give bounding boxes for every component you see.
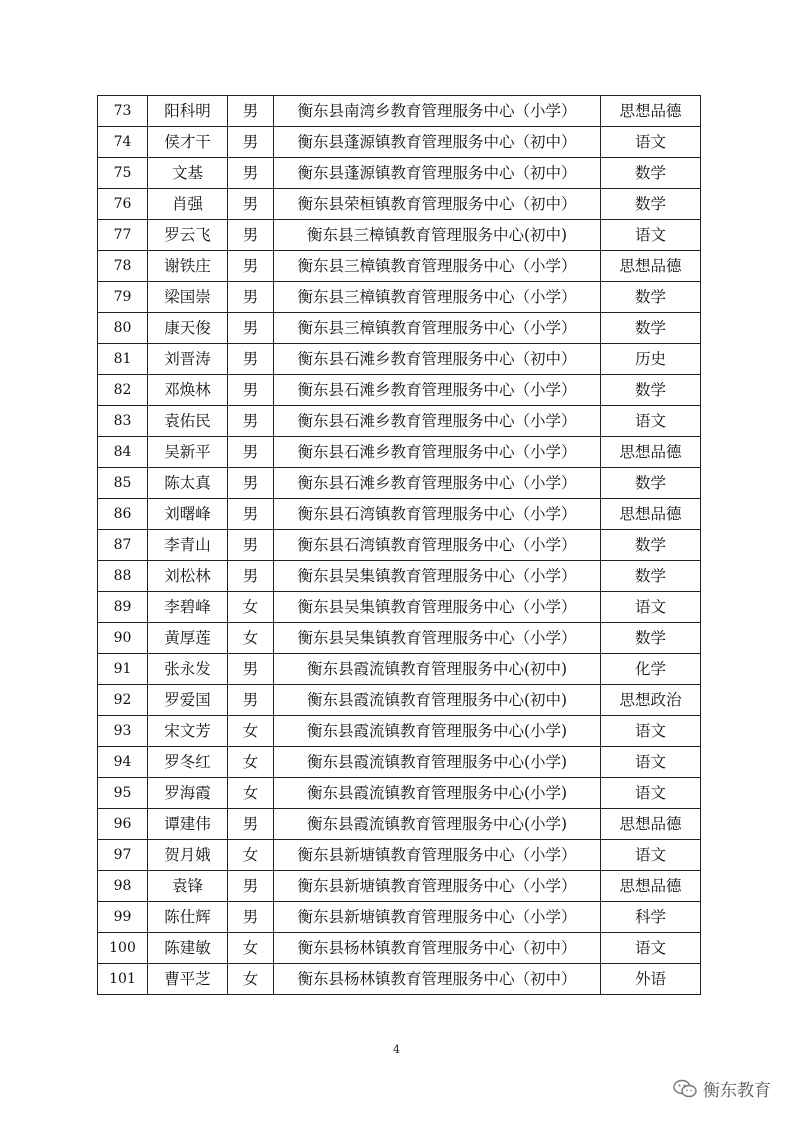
work-unit-cell: 衡东县霞流镇教育管理服务中心(初中) — [274, 654, 601, 685]
work-unit-cell: 衡东县新塘镇教育管理服务中心（小学） — [274, 871, 601, 902]
teacher-name-cell: 陈建敏 — [148, 933, 228, 964]
table-row — [98, 592, 701, 623]
subject-cell: 数学 — [601, 530, 701, 561]
subject-cell: 思想品德 — [601, 871, 701, 902]
teacher-name-cell: 文基 — [148, 158, 228, 189]
subject-cell: 思想品德 — [601, 499, 701, 530]
gender-cell: 男 — [228, 96, 274, 127]
work-unit-cell: 衡东县蓬源镇教育管理服务中心（初中） — [274, 158, 601, 189]
table-row — [98, 313, 701, 344]
work-unit-cell: 衡东县三樟镇教育管理服务中心（小学） — [274, 251, 601, 282]
roster-table — [97, 95, 701, 995]
table-row — [98, 375, 701, 406]
wechat-bubble-icon — [673, 1079, 697, 1099]
gender-cell: 女 — [228, 592, 274, 623]
table-row — [98, 468, 701, 499]
work-unit-cell: 衡东县荣桓镇教育管理服务中心（初中） — [274, 189, 601, 220]
teacher-name-cell: 邓焕林 — [148, 375, 228, 406]
work-unit-cell: 衡东县三樟镇教育管理服务中心(初中) — [274, 220, 601, 251]
work-unit-cell: 衡东县吴集镇教育管理服务中心（小学） — [274, 592, 601, 623]
gender-cell: 男 — [228, 220, 274, 251]
teacher-name-cell: 贺月娥 — [148, 840, 228, 871]
work-unit-cell: 衡东县霞流镇教育管理服务中心(初中) — [274, 685, 601, 716]
gender-cell: 男 — [228, 530, 274, 561]
gender-cell: 女 — [228, 747, 274, 778]
teacher-name-cell: 袁佑民 — [148, 406, 228, 437]
work-unit-cell: 衡东县石滩乡教育管理服务中心（初中） — [274, 344, 601, 375]
table-row — [98, 902, 701, 933]
row-number-cell: 92 — [98, 685, 148, 716]
subject-cell: 化学 — [601, 654, 701, 685]
row-number-cell: 73 — [98, 96, 148, 127]
row-number-cell: 100 — [98, 933, 148, 964]
gender-cell: 男 — [228, 871, 274, 902]
subject-cell: 科学 — [601, 902, 701, 933]
table-row — [98, 685, 701, 716]
teacher-name-cell: 宋文芳 — [148, 716, 228, 747]
row-number-cell: 98 — [98, 871, 148, 902]
work-unit-cell: 衡东县霞流镇教育管理服务中心(小学) — [274, 716, 601, 747]
subject-cell: 数学 — [601, 158, 701, 189]
work-unit-cell: 衡东县石滩乡教育管理服务中心（小学） — [274, 375, 601, 406]
brand-label: 衡东教育 — [703, 1081, 771, 1101]
subject-cell: 数学 — [601, 189, 701, 220]
row-number-cell: 75 — [98, 158, 148, 189]
teacher-name-cell: 罗海霞 — [148, 778, 228, 809]
gender-cell: 男 — [228, 251, 274, 282]
row-number-cell: 82 — [98, 375, 148, 406]
gender-cell: 男 — [228, 561, 274, 592]
table-row — [98, 809, 701, 840]
work-unit-cell: 衡东县石湾镇教育管理服务中心（小学） — [274, 499, 601, 530]
subject-cell: 思想品德 — [601, 437, 701, 468]
row-number-cell: 97 — [98, 840, 148, 871]
gender-cell: 男 — [228, 468, 274, 499]
gender-cell: 男 — [228, 158, 274, 189]
teacher-name-cell: 梁国崇 — [148, 282, 228, 313]
row-number-cell: 79 — [98, 282, 148, 313]
teacher-name-cell: 刘晋涛 — [148, 344, 228, 375]
teacher-name-cell: 侯才干 — [148, 127, 228, 158]
table-row — [98, 747, 701, 778]
gender-cell: 男 — [228, 809, 274, 840]
table-row — [98, 251, 701, 282]
subject-cell: 数学 — [601, 561, 701, 592]
work-unit-cell: 衡东县三樟镇教育管理服务中心（小学） — [274, 313, 601, 344]
teacher-name-cell: 阳科明 — [148, 96, 228, 127]
gender-cell: 男 — [228, 406, 274, 437]
teacher-name-cell: 罗冬红 — [148, 747, 228, 778]
work-unit-cell: 衡东县石滩乡教育管理服务中心（小学） — [274, 437, 601, 468]
row-number-cell: 85 — [98, 468, 148, 499]
gender-cell: 男 — [228, 437, 274, 468]
page-number: 4 — [393, 1043, 400, 1056]
teacher-name-cell: 曹平芝 — [148, 964, 228, 995]
gender-cell: 男 — [228, 344, 274, 375]
teacher-name-cell: 罗云飞 — [148, 220, 228, 251]
subject-cell: 语文 — [601, 840, 701, 871]
table-row — [98, 778, 701, 809]
gender-cell: 女 — [228, 778, 274, 809]
row-number-cell: 89 — [98, 592, 148, 623]
subject-cell: 数学 — [601, 375, 701, 406]
work-unit-cell: 衡东县霞流镇教育管理服务中心(小学) — [274, 747, 601, 778]
row-number-cell: 99 — [98, 902, 148, 933]
subject-cell: 思想政治 — [601, 685, 701, 716]
teacher-name-cell: 谢铁庄 — [148, 251, 228, 282]
table-row — [98, 530, 701, 561]
teacher-name-cell: 李碧峰 — [148, 592, 228, 623]
subject-cell: 语文 — [601, 220, 701, 251]
roster-body — [98, 96, 701, 995]
subject-cell: 语文 — [601, 592, 701, 623]
subject-cell: 外语 — [601, 964, 701, 995]
work-unit-cell: 衡东县蓬源镇教育管理服务中心（初中） — [274, 127, 601, 158]
work-unit-cell: 衡东县新塘镇教育管理服务中心（小学） — [274, 902, 601, 933]
teacher-name-cell: 肖强 — [148, 189, 228, 220]
teacher-name-cell: 黄厚莲 — [148, 623, 228, 654]
row-number-cell: 80 — [98, 313, 148, 344]
table-row — [98, 344, 701, 375]
roster-sheet — [97, 95, 699, 995]
subject-cell: 语文 — [601, 778, 701, 809]
work-unit-cell: 衡东县吴集镇教育管理服务中心（小学） — [274, 561, 601, 592]
row-number-cell: 93 — [98, 716, 148, 747]
work-unit-cell: 衡东县杨林镇教育管理服务中心（初中） — [274, 933, 601, 964]
row-number-cell: 84 — [98, 437, 148, 468]
subject-cell: 语文 — [601, 747, 701, 778]
gender-cell: 男 — [228, 654, 274, 685]
row-number-cell: 86 — [98, 499, 148, 530]
work-unit-cell: 衡东县石湾镇教育管理服务中心（小学） — [274, 530, 601, 561]
table-row — [98, 716, 701, 747]
subject-cell: 语文 — [601, 933, 701, 964]
table-row — [98, 406, 701, 437]
subject-cell: 语文 — [601, 127, 701, 158]
work-unit-cell: 衡东县新塘镇教育管理服务中心（小学） — [274, 840, 601, 871]
brand-badge — [673, 1076, 771, 1101]
gender-cell: 女 — [228, 623, 274, 654]
work-unit-cell: 衡东县霞流镇教育管理服务中心(小学) — [274, 778, 601, 809]
table-row — [98, 933, 701, 964]
teacher-name-cell: 谭建伟 — [148, 809, 228, 840]
teacher-name-cell: 刘松林 — [148, 561, 228, 592]
work-unit-cell: 衡东县石滩乡教育管理服务中心（小学） — [274, 468, 601, 499]
gender-cell: 男 — [228, 499, 274, 530]
teacher-name-cell: 陈太真 — [148, 468, 228, 499]
row-number-cell: 81 — [98, 344, 148, 375]
row-number-cell: 90 — [98, 623, 148, 654]
table-row — [98, 437, 701, 468]
table-row — [98, 127, 701, 158]
row-number-cell: 83 — [98, 406, 148, 437]
row-number-cell: 96 — [98, 809, 148, 840]
subject-cell: 思想品德 — [601, 251, 701, 282]
teacher-name-cell: 陈仕辉 — [148, 902, 228, 933]
gender-cell: 男 — [228, 313, 274, 344]
table-row — [98, 840, 701, 871]
table-row — [98, 654, 701, 685]
row-number-cell: 95 — [98, 778, 148, 809]
table-row — [98, 871, 701, 902]
table-row — [98, 964, 701, 995]
teacher-name-cell: 罗爱国 — [148, 685, 228, 716]
work-unit-cell: 衡东县三樟镇教育管理服务中心（小学） — [274, 282, 601, 313]
row-number-cell: 88 — [98, 561, 148, 592]
subject-cell: 数学 — [601, 282, 701, 313]
gender-cell: 男 — [228, 282, 274, 313]
row-number-cell: 94 — [98, 747, 148, 778]
gender-cell: 男 — [228, 375, 274, 406]
subject-cell: 思想品德 — [601, 809, 701, 840]
work-unit-cell: 衡东县杨林镇教育管理服务中心（初中） — [274, 964, 601, 995]
row-number-cell: 91 — [98, 654, 148, 685]
teacher-name-cell: 袁锋 — [148, 871, 228, 902]
table-row — [98, 189, 701, 220]
subject-cell: 数学 — [601, 623, 701, 654]
gender-cell: 女 — [228, 933, 274, 964]
subject-cell: 历史 — [601, 344, 701, 375]
work-unit-cell: 衡东县南湾乡教育管理服务中心（小学） — [274, 96, 601, 127]
row-number-cell: 101 — [98, 964, 148, 995]
teacher-name-cell: 张永发 — [148, 654, 228, 685]
subject-cell: 语文 — [601, 716, 701, 747]
table-row — [98, 220, 701, 251]
row-number-cell: 76 — [98, 189, 148, 220]
gender-cell: 男 — [228, 685, 274, 716]
teacher-name-cell: 康天俊 — [148, 313, 228, 344]
table-row — [98, 96, 701, 127]
table-row — [98, 499, 701, 530]
teacher-name-cell: 吴新平 — [148, 437, 228, 468]
table-row — [98, 158, 701, 189]
table-row — [98, 282, 701, 313]
work-unit-cell: 衡东县石滩乡教育管理服务中心（小学） — [274, 406, 601, 437]
row-number-cell: 87 — [98, 530, 148, 561]
subject-cell: 思想品德 — [601, 96, 701, 127]
gender-cell: 女 — [228, 840, 274, 871]
gender-cell: 男 — [228, 127, 274, 158]
gender-cell: 男 — [228, 902, 274, 933]
gender-cell: 女 — [228, 964, 274, 995]
row-number-cell: 74 — [98, 127, 148, 158]
subject-cell: 语文 — [601, 406, 701, 437]
subject-cell: 数学 — [601, 468, 701, 499]
teacher-name-cell: 刘曙峰 — [148, 499, 228, 530]
work-unit-cell: 衡东县吴集镇教育管理服务中心（小学） — [274, 623, 601, 654]
row-number-cell: 78 — [98, 251, 148, 282]
teacher-name-cell: 李青山 — [148, 530, 228, 561]
row-number-cell: 77 — [98, 220, 148, 251]
table-row — [98, 561, 701, 592]
gender-cell: 女 — [228, 716, 274, 747]
table-row — [98, 623, 701, 654]
gender-cell: 男 — [228, 189, 274, 220]
subject-cell: 数学 — [601, 313, 701, 344]
work-unit-cell: 衡东县霞流镇教育管理服务中心(小学) — [274, 809, 601, 840]
